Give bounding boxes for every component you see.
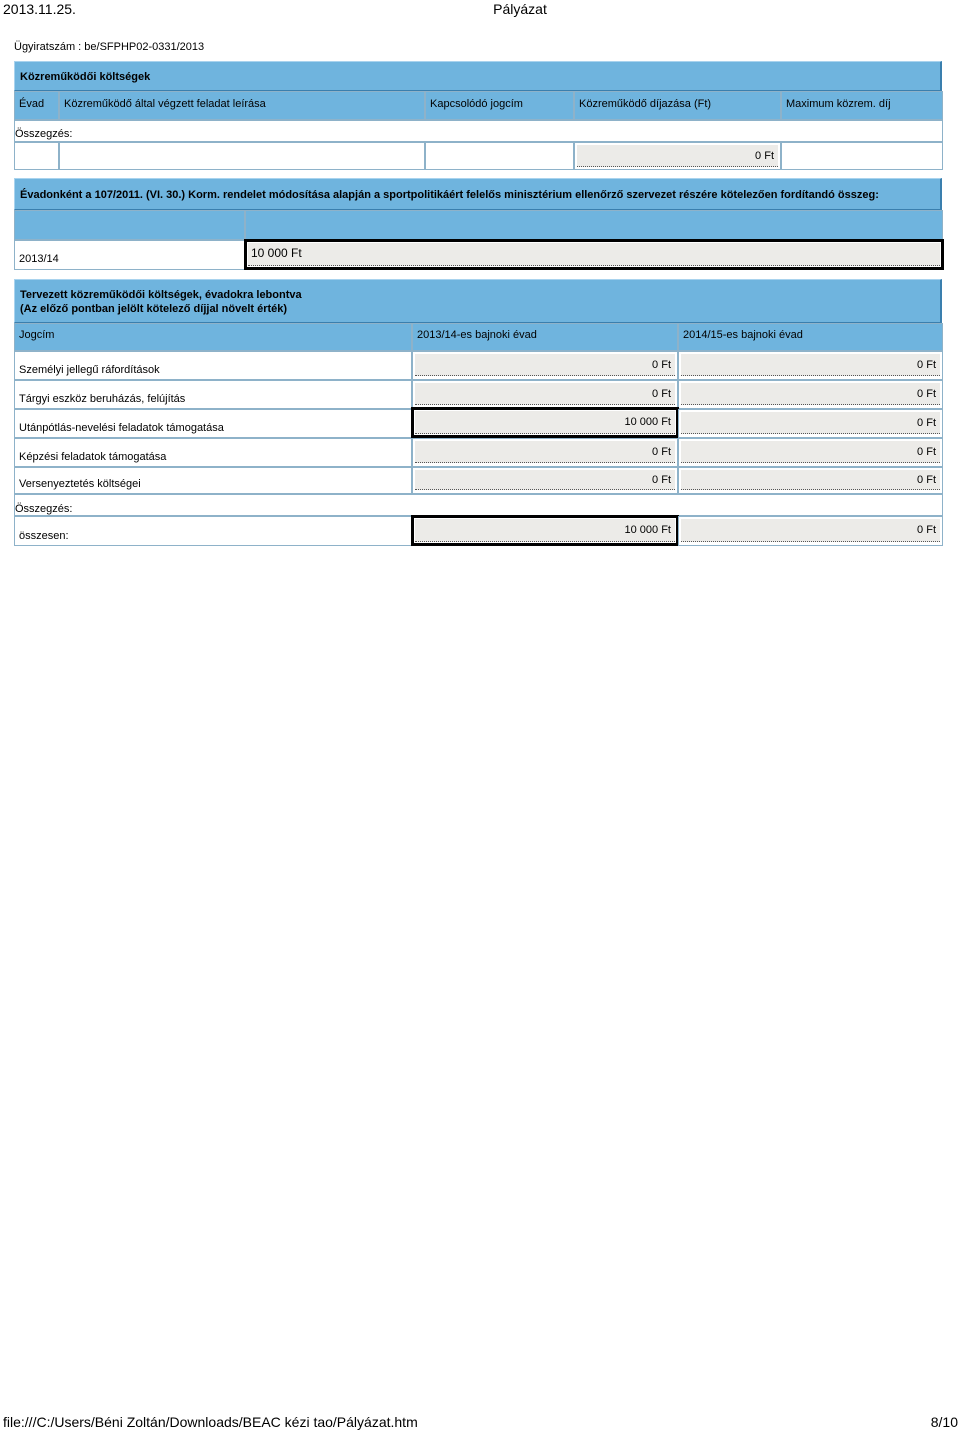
summary-cell xyxy=(781,142,943,170)
section-subtitle: (Az előző pontban jelölt kötelező díjjal növelt érték) xyxy=(20,303,288,315)
value-cell xyxy=(412,351,678,380)
section-title: Tervezett közreműködői költségek, évadokra lebontva xyxy=(20,289,302,301)
value-2014-15[interactable]: 0 Ft xyxy=(681,354,940,376)
col-header-contributor-fee: Közreműködő díjazása (Ft) xyxy=(574,91,781,120)
file-path: file:///C:/Users/Béni Zoltán/Downloads/BEAC kézi tao/Pályázat.htm xyxy=(3,1414,418,1430)
section-header-planned-costs xyxy=(14,279,942,323)
row-label-cell: Személyi jellegű ráfordítások xyxy=(14,351,412,380)
value-2013-14[interactable]: 0 Ft xyxy=(415,383,675,405)
value-cell xyxy=(412,380,678,409)
summary-label: Összegzés: xyxy=(15,128,73,140)
section-header-mandatory-amount xyxy=(14,178,942,210)
case-number: Ügyiratszám : be/SFPHP02-0331/2013 xyxy=(14,41,205,53)
value-2013-14[interactable]: 0 Ft xyxy=(415,470,675,490)
mandatory-amount-field[interactable] xyxy=(244,239,944,270)
summary-cell xyxy=(574,142,781,170)
value-2014-15[interactable]: 0 Ft xyxy=(681,441,940,463)
total-cell-highlighted xyxy=(411,515,679,546)
summary-label: Összegzés: xyxy=(15,503,73,515)
amount-header-cell xyxy=(245,210,943,240)
value-cell xyxy=(678,409,943,438)
row-label-cell: Utánpótlás-nevelési feladatok támogatása xyxy=(14,409,412,438)
col-header-related-title: Kapcsolódó jogcím xyxy=(425,91,574,120)
value-2014-15[interactable]: 0 Ft xyxy=(681,470,940,490)
total-2013-14: 10 000 Ft xyxy=(415,519,675,542)
value-2013-14[interactable]: 0 Ft xyxy=(415,441,675,463)
total-cell xyxy=(678,516,943,546)
col-header-task-description: Közreműködő által végzett feladat leírása xyxy=(59,91,425,120)
summary-cell xyxy=(59,142,425,170)
value-cell-highlighted xyxy=(411,407,679,438)
summary-cell xyxy=(425,142,574,170)
value-cell xyxy=(412,438,678,467)
col-header-max-fee: Maximum közrem. díj xyxy=(781,91,943,120)
summary-label-row xyxy=(14,494,943,516)
value-2014-15[interactable]: 0 Ft xyxy=(681,412,940,434)
season-header-cell xyxy=(14,210,245,240)
section-header-contributor-costs xyxy=(14,61,942,91)
page-title: Pályázat xyxy=(493,1,547,17)
summary-label-row xyxy=(14,120,943,142)
mandatory-amount-value: 10 000 Ft xyxy=(248,243,940,266)
value-2013-14[interactable]: 0 Ft xyxy=(415,354,675,376)
section-title: Közreműködői költségek xyxy=(20,71,151,83)
total-2014-15: 0 Ft xyxy=(681,519,940,542)
col-header-season: Évad xyxy=(14,91,59,120)
value-2013-14[interactable]: 10 000 Ft xyxy=(415,411,675,434)
total-label: összesen: xyxy=(19,530,69,542)
summary-cell xyxy=(14,142,59,170)
section-title: Évadonként a 107/2011. (VI. 30.) Korm. rendelet módosítása alapján a sportpolitikáért felelős minisztérium ellenőrző szervezet részére kötelezően fordítandó összeg: xyxy=(20,189,879,201)
value-2014-15[interactable]: 0 Ft xyxy=(681,383,940,405)
row-label-cell: Versenyeztetés költségei xyxy=(14,467,412,494)
value-cell xyxy=(678,467,943,494)
value-cell xyxy=(678,351,943,380)
season-cell xyxy=(14,240,245,270)
season-label: 2013/14 xyxy=(19,253,59,265)
value-cell xyxy=(412,467,678,494)
print-date: 2013.11.25. xyxy=(3,1,76,17)
row-label-cell: Képzési feladatok támogatása xyxy=(14,438,412,467)
value-cell xyxy=(678,380,943,409)
total-label-cell xyxy=(14,516,412,546)
page-number: 8/10 xyxy=(930,1414,958,1430)
contributor-fee-total: 0 Ft xyxy=(577,145,778,167)
row-label-cell: Tárgyi eszköz beruházás, felújítás xyxy=(14,380,412,409)
col-header-season-2013-14: 2013/14-es bajnoki évad xyxy=(412,323,678,351)
col-header-title: Jogcím xyxy=(14,323,412,351)
value-cell xyxy=(678,438,943,467)
col-header-season-2014-15: 2014/15-es bajnoki évad xyxy=(678,323,943,351)
